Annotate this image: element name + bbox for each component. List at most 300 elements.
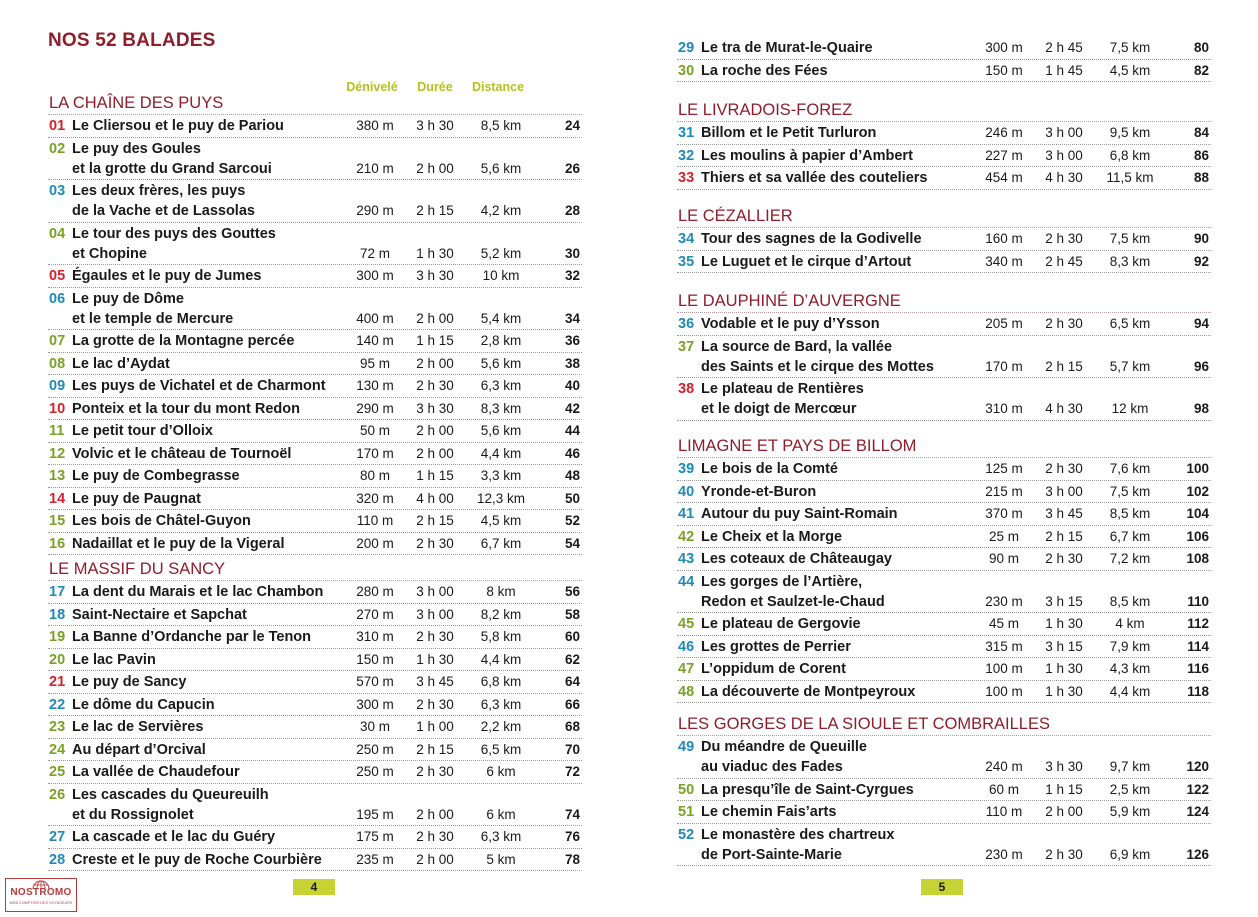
section-title: LES GORGES DE LA SIOULE ET COMBRAILLES: [677, 713, 1211, 736]
walk-distance: 5 km: [486, 851, 516, 867]
logo-tagline: WEB COMPTOIR DES VOYAGEURS: [9, 901, 73, 905]
walk-distance: 8,2 km: [480, 606, 522, 622]
walk-distance: 9,5 km: [1109, 125, 1151, 140]
walk-page-number: 56: [564, 584, 580, 599]
walk-duration: 2 h 15: [416, 203, 454, 218]
walk-name: La source de Bard, la vallée: [701, 338, 893, 355]
right-page: [629, 0, 1258, 917]
walk-page-number: 122: [1186, 781, 1209, 797]
walk-number: 14: [49, 490, 66, 507]
walk-row: [677, 336, 1211, 379]
walk-elevation: 370 m: [985, 506, 1023, 521]
walk-number: 16: [49, 535, 66, 552]
walk-elevation: 340 m: [985, 253, 1023, 269]
walk-elevation: 250 m: [356, 741, 394, 757]
walk-row: [48, 398, 582, 421]
walk-page-number: 60: [564, 629, 580, 644]
walk-row: [48, 223, 582, 266]
walk-page-number: 88: [1193, 170, 1209, 185]
section-title: LIMAGNE ET PAYS DE BILLOM: [677, 435, 1211, 458]
walk-page-number: 40: [564, 378, 580, 393]
walk-elevation: 140 m: [356, 333, 394, 348]
walk-distance: 4,4 km: [480, 445, 522, 461]
walk-duration: 2 h 15: [416, 741, 454, 757]
walk-name: La vallée de Chaudefour: [72, 764, 240, 780]
walk-duration: 2 h 30: [1045, 461, 1083, 476]
walk-elevation: 110 m: [985, 804, 1023, 819]
walk-elevation: 195 m: [356, 806, 394, 822]
walk-distance: 6,7 km: [480, 535, 522, 551]
walk-distance: 6,3 km: [480, 378, 522, 393]
section-title: LE DAUPHINÉ D’AUVERGNE: [677, 290, 1211, 313]
walk-name: Le plateau de Gergovie: [701, 616, 861, 632]
walk-page-number: 68: [564, 719, 580, 734]
walk-elevation: 300 m: [356, 696, 394, 712]
walk-distance: 6,8 km: [1109, 147, 1151, 163]
walk-distance: 5,2 km: [480, 245, 522, 261]
walk-page-number: 126: [1186, 846, 1209, 862]
walk-number: 15: [49, 513, 66, 529]
walk-duration: 2 h 00: [416, 355, 454, 371]
walk-page-number: 76: [564, 829, 580, 844]
walk-section: [677, 37, 1211, 82]
walk-page-number: 64: [564, 674, 580, 689]
walk-name: La Banne d’Ordanche par le Tenon: [72, 629, 312, 645]
walk-distance: 2,8 km: [480, 333, 522, 348]
walk-page-number: 106: [1186, 528, 1209, 544]
walk-number: 18: [49, 606, 66, 623]
walk-duration: 2 h 30: [416, 696, 454, 712]
walk-duration: 3 h 00: [416, 584, 454, 599]
walk-section: [677, 435, 1211, 703]
walk-number: 39: [678, 461, 695, 477]
walk-page-number: 32: [564, 268, 580, 283]
walk-distance: 8,5 km: [1109, 593, 1151, 609]
walk-page-number: 116: [1187, 661, 1209, 676]
walk-number: 44: [678, 573, 695, 590]
walk-elevation: 320 m: [356, 490, 394, 506]
walk-page-number: 26: [564, 160, 580, 176]
walk-name: La découverte de Montpeyroux: [701, 683, 916, 700]
walk-row: [48, 180, 582, 223]
walk-elevation: 205 m: [985, 316, 1023, 331]
walk-row: [677, 145, 1211, 168]
walk-row: [48, 784, 582, 827]
walk-elevation: 170 m: [356, 445, 394, 461]
walk-page-number: 34: [564, 310, 580, 326]
walk-row: [677, 779, 1211, 802]
walk-page-number: 104: [1186, 506, 1209, 521]
walk-duration: 3 h 30: [416, 118, 454, 133]
walk-page-number: 120: [1186, 759, 1209, 774]
logo-name: NOSTROMO: [10, 887, 72, 898]
walk-duration: 2 h 30: [416, 378, 454, 393]
section-title: LE LIVRADOIS-FOREZ: [677, 99, 1211, 122]
walk-number: 50: [678, 781, 695, 798]
column-header-duration: Durée: [417, 80, 453, 94]
walk-number: 43: [678, 551, 695, 567]
walk-name: Le Cliersou et le puy de Pariou: [72, 118, 284, 134]
walk-number: 02: [49, 140, 66, 157]
walk-distance: 2,5 km: [1109, 781, 1151, 797]
walk-distance: 6,3 km: [480, 696, 522, 712]
walk-number: 49: [678, 739, 695, 755]
walk-number: 37: [678, 338, 695, 355]
walk-name: Vodable et le puy d’Ysson: [701, 316, 880, 332]
walk-distance: 6,5 km: [480, 741, 522, 757]
walk-number: 20: [49, 651, 66, 668]
walk-number: 27: [49, 829, 66, 845]
walk-duration: 2 h 15: [1045, 528, 1083, 544]
walk-page-number: 52: [564, 513, 580, 528]
walk-elevation: 380 m: [356, 118, 394, 133]
walk-duration: 3 h 30: [1045, 759, 1083, 774]
walk-page-number: 78: [564, 851, 580, 867]
walk-name: La dent du Marais et le lac Chambon: [72, 584, 324, 600]
walk-duration: 2 h 45: [1045, 40, 1083, 55]
walk-elevation: 280 m: [356, 584, 394, 599]
walk-elevation: 230 m: [985, 593, 1023, 609]
walk-distance: 5,9 km: [1109, 804, 1151, 819]
walk-page-number: 98: [1193, 401, 1209, 416]
walk-duration: 3 h 00: [1045, 125, 1083, 140]
walk-elevation: 454 m: [985, 170, 1023, 185]
walk-number: 07: [49, 333, 66, 349]
walk-number: 03: [49, 183, 66, 199]
walk-page-number: 80: [1193, 40, 1209, 55]
walk-distance: 5,8 km: [480, 629, 522, 644]
walk-elevation: 160 m: [985, 231, 1023, 246]
walk-name: Le petit tour d’Olloix: [72, 423, 213, 439]
walk-row: [48, 739, 582, 762]
walk-number: 26: [49, 786, 66, 803]
walk-duration: 2 h 00: [416, 310, 454, 326]
walk-number: 40: [678, 483, 695, 500]
walk-page-number: 72: [564, 764, 580, 779]
walk-row: [677, 378, 1211, 421]
walk-row: [48, 375, 582, 398]
walk-distance: 6 km: [486, 806, 516, 822]
walk-name: Les grottes de Perrier: [701, 638, 851, 655]
walk-number: 19: [49, 629, 66, 645]
walk-row: [48, 443, 582, 466]
walk-name: Les puys de Vichatel et de Charmont: [72, 378, 326, 394]
walk-duration: 3 h 15: [1045, 593, 1083, 609]
walk-page-number: 92: [1193, 253, 1209, 269]
walk-elevation: 25 m: [988, 528, 1019, 544]
walk-name: Le puy de Paugnat: [72, 490, 201, 507]
walk-page-number: 90: [1193, 231, 1209, 246]
walk-duration: 2 h 30: [1045, 551, 1083, 566]
walk-distance: 9,7 km: [1109, 759, 1151, 774]
walk-page-number: 30: [564, 245, 580, 261]
section-title: LA CHAÎNE DES PUYS: [48, 92, 582, 115]
walk-distance: 4,5 km: [480, 513, 522, 528]
walk-row: [48, 420, 582, 443]
walk-elevation: 200 m: [356, 535, 394, 551]
walk-name: et le doigt de Mercœur: [701, 401, 857, 417]
walk-row: [677, 613, 1211, 636]
walk-page-number: 110: [1187, 593, 1209, 609]
walk-duration: 4 h 30: [1045, 401, 1083, 416]
walk-page-number: 82: [1193, 62, 1209, 78]
walk-distance: 8 km: [486, 584, 516, 599]
walk-distance: 12,3 km: [476, 490, 526, 506]
section-title: LE MASSIF DU SANCY: [48, 558, 582, 581]
walk-distance: 4,4 km: [480, 651, 522, 667]
walk-duration: 2 h 00: [416, 806, 454, 822]
walk-name: Nadaillat et le puy de la Vigeral: [72, 535, 285, 552]
walk-duration: 3 h 00: [416, 606, 454, 622]
walk-row: [677, 481, 1211, 504]
walk-elevation: 90 m: [988, 551, 1019, 566]
walk-section: [48, 558, 582, 871]
walk-duration: 2 h 30: [416, 535, 454, 551]
walk-name: et du Rossignolet: [72, 806, 194, 823]
walk-row: [677, 658, 1211, 681]
walk-elevation: 45 m: [988, 616, 1019, 631]
walk-name: Le puy des Goules: [72, 140, 201, 157]
walk-elevation: 72 m: [359, 245, 390, 261]
walk-number: 48: [678, 683, 695, 700]
walk-page-number: 94: [1193, 316, 1209, 331]
walk-number: 13: [49, 468, 66, 484]
walk-distance: 8,5 km: [480, 118, 522, 133]
walk-number: 06: [49, 290, 66, 307]
walk-number: 36: [678, 316, 695, 332]
walk-row: [677, 571, 1211, 614]
walk-name: Le chemin Fais’arts: [701, 804, 837, 820]
walk-name: La grotte de la Montagne percée: [72, 333, 295, 349]
walk-page-number: 48: [564, 468, 580, 483]
walk-page-number: 100: [1186, 461, 1209, 476]
walk-row: [48, 510, 582, 533]
walk-page-number: 74: [564, 806, 580, 822]
walk-duration: 2 h 00: [416, 423, 454, 438]
walk-name: Thiers et sa vallée des couteliers: [701, 170, 928, 186]
walk-duration: 2 h 30: [416, 764, 454, 779]
walk-row: [48, 716, 582, 739]
walk-row: [48, 138, 582, 181]
walk-page-number: 46: [564, 445, 580, 461]
walk-number: 12: [49, 445, 66, 462]
walk-name: et le temple de Mercure: [72, 310, 234, 327]
walk-number: 51: [678, 804, 695, 820]
walk-duration: 3 h 45: [1045, 506, 1083, 521]
walk-elevation: 570 m: [356, 674, 394, 689]
walk-duration: 1 h 30: [416, 651, 454, 667]
walk-page-number: 54: [564, 535, 580, 551]
walk-number: 05: [49, 268, 66, 284]
page-title: NOS 52 BALADES: [48, 30, 216, 51]
walk-number: 32: [678, 147, 695, 164]
walk-number: 11: [49, 423, 65, 439]
walk-name: Volvic et le château de Tournoël: [72, 445, 292, 462]
walk-name: Les bois de Châtel-Guyon: [72, 513, 251, 529]
walk-elevation: 270 m: [356, 606, 394, 622]
walk-duration: 2 h 00: [1045, 804, 1083, 819]
walk-page-number: 102: [1186, 483, 1209, 499]
walk-name: de Port-Sainte-Marie: [701, 846, 842, 863]
walk-row: [677, 251, 1211, 274]
walk-row: [48, 265, 582, 288]
walk-distance: 4,5 km: [1109, 62, 1151, 78]
walk-number: 09: [49, 378, 66, 394]
walk-duration: 3 h 45: [416, 674, 454, 689]
walk-name: Tour des sagnes de la Godivelle: [701, 231, 922, 247]
walk-duration: 2 h 30: [1045, 231, 1083, 246]
walk-row: [48, 581, 582, 604]
walk-elevation: 170 m: [985, 358, 1023, 374]
walk-section: [48, 92, 582, 555]
walk-duration: 1 h 15: [416, 468, 454, 483]
walk-elevation: 250 m: [356, 764, 394, 779]
walk-name: Billom et le Petit Turluron: [701, 125, 877, 141]
walk-section: [677, 713, 1211, 866]
walk-distance: 8,5 km: [1109, 506, 1151, 521]
walk-row: [677, 122, 1211, 145]
walk-name: et Chopine: [72, 245, 147, 262]
walk-number: 42: [678, 528, 695, 545]
walk-name: Le puy de Dôme: [72, 290, 184, 307]
walk-row: [677, 824, 1211, 867]
walk-distance: 4,2 km: [480, 203, 522, 218]
walk-page-number: 38: [564, 355, 580, 371]
walk-page-number: 62: [564, 651, 580, 667]
walk-elevation: 235 m: [356, 851, 394, 867]
walk-duration: 1 h 15: [1045, 781, 1083, 797]
walk-duration: 1 h 30: [1045, 683, 1083, 699]
walk-duration: 3 h 15: [1045, 638, 1083, 654]
walk-row: [677, 636, 1211, 659]
walk-number: 24: [49, 741, 66, 758]
walk-distance: 2,2 km: [480, 719, 522, 734]
walk-distance: 7,5 km: [1109, 231, 1151, 246]
walk-duration: 2 h 30: [1045, 846, 1083, 862]
walk-duration: 2 h 45: [1045, 253, 1083, 269]
walk-distance: 6,5 km: [1109, 316, 1151, 331]
walk-elevation: 310 m: [985, 401, 1023, 416]
walk-row: [677, 313, 1211, 336]
walk-number: 23: [49, 719, 66, 735]
walk-row: [48, 626, 582, 649]
walk-distance: 12 km: [1111, 401, 1149, 416]
walk-duration: 3 h 30: [416, 400, 454, 416]
walk-distance: 5,6 km: [480, 160, 522, 176]
walk-elevation: 300 m: [985, 40, 1023, 55]
walk-elevation: 230 m: [985, 846, 1023, 862]
walk-distance: 6,3 km: [480, 829, 522, 844]
walk-name: Le bois de la Comté: [701, 461, 838, 477]
walk-page-number: 58: [564, 606, 580, 622]
walk-distance: 8,3 km: [480, 400, 522, 416]
walk-elevation: 100 m: [985, 661, 1023, 676]
walk-section: [677, 205, 1211, 273]
walk-elevation: 150 m: [356, 651, 394, 667]
walk-name: Les gorges de l’Artière,: [701, 573, 863, 590]
walk-number: 33: [678, 170, 695, 186]
walk-name: Le tra de Murat-le-Quaire: [701, 40, 873, 56]
walk-elevation: 290 m: [356, 203, 394, 218]
walk-distance: 7,5 km: [1109, 483, 1151, 499]
walk-duration: 4 h 00: [416, 490, 454, 506]
walk-distance: 4 km: [1115, 616, 1145, 631]
walk-duration: 2 h 30: [416, 829, 454, 844]
walk-number: 25: [49, 764, 66, 780]
walk-name: Le monastère des chartreux: [701, 826, 895, 843]
walk-page-number: 112: [1187, 616, 1209, 631]
walk-row: [677, 167, 1211, 190]
walk-name: Autour du puy Saint-Romain: [701, 506, 898, 522]
walk-duration: 2 h 15: [416, 513, 454, 528]
walk-elevation: 227 m: [985, 147, 1023, 163]
walk-page-number: 50: [564, 490, 580, 506]
walk-row: [677, 526, 1211, 549]
walk-page-number: 24: [564, 118, 580, 133]
walk-row: [677, 548, 1211, 571]
walk-elevation: 215 m: [985, 483, 1023, 499]
walk-name: Le puy de Combegrasse: [72, 468, 240, 484]
walk-distance: 5,7 km: [1109, 358, 1151, 374]
walk-number: 45: [678, 616, 695, 632]
walk-duration: 1 h 45: [1045, 62, 1083, 78]
walk-name: Les deux frères, les puys: [72, 183, 246, 199]
walk-page-number: 28: [564, 203, 580, 218]
walk-number: 01: [49, 118, 66, 134]
walk-distance: 3,3 km: [480, 468, 522, 483]
publisher-logo: [5, 878, 77, 912]
walk-elevation: 110 m: [356, 513, 394, 528]
walk-duration: 1 h 30: [416, 245, 454, 261]
walk-row: [677, 60, 1211, 83]
walk-name: Le lac d’Aydat: [72, 355, 170, 372]
walk-distance: 7,2 km: [1109, 551, 1151, 566]
walk-elevation: 100 m: [985, 683, 1023, 699]
walk-name: Ponteix et la tour du mont Redon: [72, 400, 300, 417]
walk-row: [48, 849, 582, 872]
walk-duration: 2 h 00: [416, 445, 454, 461]
walk-duration: 3 h 00: [1045, 147, 1083, 163]
column-header-distance: Distance: [471, 80, 525, 94]
walk-distance: 6,7 km: [1109, 528, 1151, 544]
walk-number: 47: [678, 661, 695, 677]
walk-elevation: 400 m: [356, 310, 394, 326]
walk-duration: 1 h 15: [416, 333, 454, 348]
walk-distance: 5,6 km: [480, 423, 522, 438]
walk-elevation: 60 m: [988, 781, 1019, 797]
walk-elevation: 130 m: [356, 378, 394, 393]
walk-name: Le plateau de Rentières: [701, 381, 864, 397]
walk-row: [48, 288, 582, 331]
walk-page-number: 42: [564, 400, 580, 416]
walk-duration: 2 h 00: [416, 160, 454, 176]
walk-distance: 6,9 km: [1109, 846, 1151, 862]
walk-name: L’oppidum de Corent: [701, 661, 846, 677]
walk-distance: 6,8 km: [480, 674, 522, 689]
column-header-elevation: Dénivelé: [346, 80, 398, 94]
walk-row: [677, 503, 1211, 526]
walk-name: Creste et le puy de Roche Courbière: [72, 851, 322, 868]
walk-elevation: 95 m: [359, 355, 390, 371]
section-title: LE CÉZALLIER: [677, 205, 1211, 228]
walk-name: Le Luguet et le cirque d’Artout: [701, 253, 912, 270]
walk-row: [677, 736, 1211, 779]
walk-elevation: 310 m: [356, 629, 394, 644]
walk-name: Les coteaux de Châteaugay: [701, 551, 892, 567]
walk-distance: 7,5 km: [1109, 40, 1151, 55]
walk-number: 31: [678, 125, 695, 141]
walk-duration: 2 h 30: [1045, 316, 1083, 331]
